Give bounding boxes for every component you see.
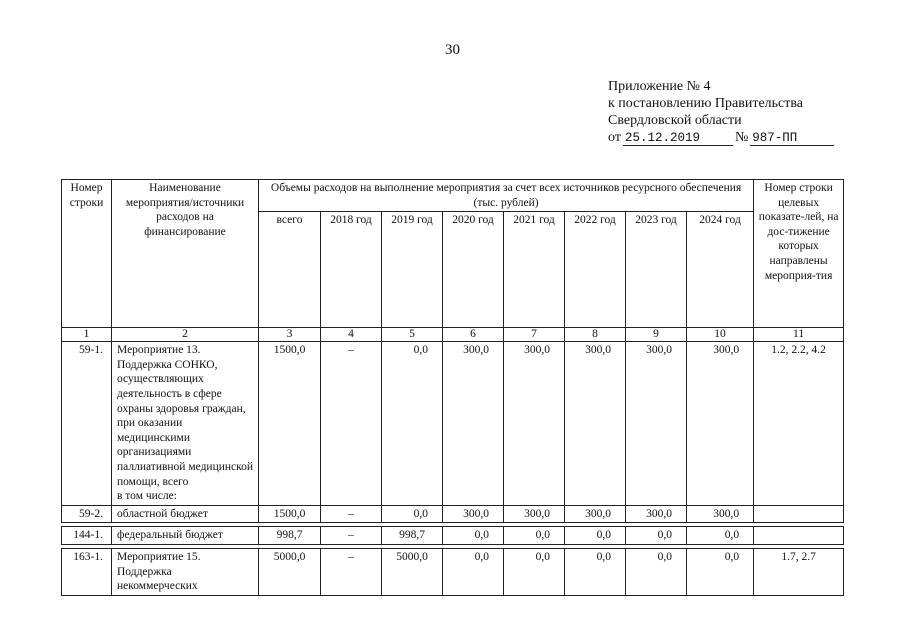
column-index-row [62, 328, 844, 342]
cell-2023: 300,0 [626, 342, 687, 506]
cell-2018: – [321, 505, 382, 523]
column-index: 11 [754, 328, 844, 342]
row-name-text: Мероприятие 13. Поддержка СОНКО, осуществляющих деятельность в сфере охраны здоровья граждан, при оказании медицинскими организациями паллиативной медицинской помощи, всего [117, 344, 254, 488]
table-row [62, 505, 844, 523]
decree-date: 25.12.2019 [623, 131, 733, 146]
cell-targets: 1.7, 2.7 [754, 548, 844, 595]
header-year: 2020 год [443, 212, 504, 328]
cell-total: 998,7 [259, 527, 321, 545]
cell-2020: 300,0 [443, 505, 504, 523]
cell-targets: 1.2, 2.2, 4.2 [754, 342, 844, 506]
page-number: 30 [445, 42, 460, 58]
column-index: 3 [259, 328, 321, 342]
number-prefix: № [734, 130, 749, 145]
header-total: всего [259, 212, 321, 328]
header-year: 2021 год [504, 212, 565, 328]
row-number: 163-1. [62, 548, 112, 595]
row-name: федеральный бюджет [112, 527, 259, 545]
header-row-1 [62, 180, 844, 212]
appendix-line-2: к постановлению Правительства [608, 96, 804, 111]
header-year: 2022 год [565, 212, 626, 328]
row-name [112, 342, 259, 506]
cell-2021: 300,0 [504, 342, 565, 506]
cell-2020: 0,0 [443, 527, 504, 545]
header-volumes: Объемы расходов на выполнение мероприятия за счет всех источников ресурсного обеспечения (тыс. рублей) [259, 180, 754, 212]
table-row [62, 342, 844, 506]
column-index: 9 [626, 328, 687, 342]
cell-2023: 0,0 [626, 527, 687, 545]
column-index: 1 [62, 328, 112, 342]
row-number: 59-2. [62, 505, 112, 523]
table-row [62, 527, 844, 545]
cell-2024: 0,0 [687, 527, 754, 545]
cell-2018: – [321, 527, 382, 545]
column-index: 8 [565, 328, 626, 342]
cell-2019: 0,0 [382, 505, 443, 523]
appendix-date-row [608, 129, 836, 146]
column-index: 10 [687, 328, 754, 342]
appendix-title: Приложение № 4 [608, 79, 711, 94]
cell-2024: 300,0 [687, 342, 754, 506]
cell-2018: – [321, 548, 382, 595]
row-subnote: в том числе: [117, 490, 177, 503]
cell-total: 1500,0 [259, 342, 321, 506]
cell-2019: 0,0 [382, 342, 443, 506]
column-index: 7 [504, 328, 565, 342]
row-name: областной бюджет [112, 505, 259, 523]
cell-2022: 300,0 [565, 505, 626, 523]
cell-2022: 300,0 [565, 342, 626, 506]
cell-2024: 0,0 [687, 548, 754, 595]
cell-2021: 0,0 [504, 527, 565, 545]
column-index: 6 [443, 328, 504, 342]
cell-2022: 0,0 [565, 548, 626, 595]
column-index: 2 [112, 328, 259, 342]
header-name: Наименование мероприятия/источники расходов на финансирование [112, 180, 259, 328]
cell-targets [754, 527, 844, 545]
cell-total: 5000,0 [259, 548, 321, 595]
row-name: Мероприятие 15. Поддержка некоммерческих [112, 548, 259, 595]
cell-2019: 5000,0 [382, 548, 443, 595]
header-year: 2024 год [687, 212, 754, 328]
cell-2024: 300,0 [687, 505, 754, 523]
cell-2018: – [321, 342, 382, 506]
header-year: 2019 год [382, 212, 443, 328]
cell-2019: 998,7 [382, 527, 443, 545]
header-year: 2023 год [626, 212, 687, 328]
row-number: 144-1. [62, 527, 112, 545]
cell-targets [754, 505, 844, 523]
column-index: 4 [321, 328, 382, 342]
date-prefix: от [608, 130, 621, 145]
appendix-line-3: Свердловской области [608, 113, 742, 128]
cell-2021: 0,0 [504, 548, 565, 595]
cell-2020: 300,0 [443, 342, 504, 506]
appendix-block [608, 78, 836, 146]
row-number: 59-1. [62, 342, 112, 506]
header-row-number: Номер строки [62, 180, 112, 328]
cell-2022: 0,0 [565, 527, 626, 545]
header-year: 2018 год [321, 212, 382, 328]
budget-table [61, 179, 844, 596]
header-target-rows: Номер строки целевых показате-лей, на дос-тижение которых направлены мероприя-тия [754, 180, 844, 328]
cell-2020: 0,0 [443, 548, 504, 595]
decree-number: 987-ПП [750, 131, 834, 146]
cell-total: 1500,0 [259, 505, 321, 523]
column-index: 5 [382, 328, 443, 342]
cell-2023: 300,0 [626, 505, 687, 523]
cell-2021: 300,0 [504, 505, 565, 523]
table-row [62, 548, 844, 595]
cell-2023: 0,0 [626, 548, 687, 595]
